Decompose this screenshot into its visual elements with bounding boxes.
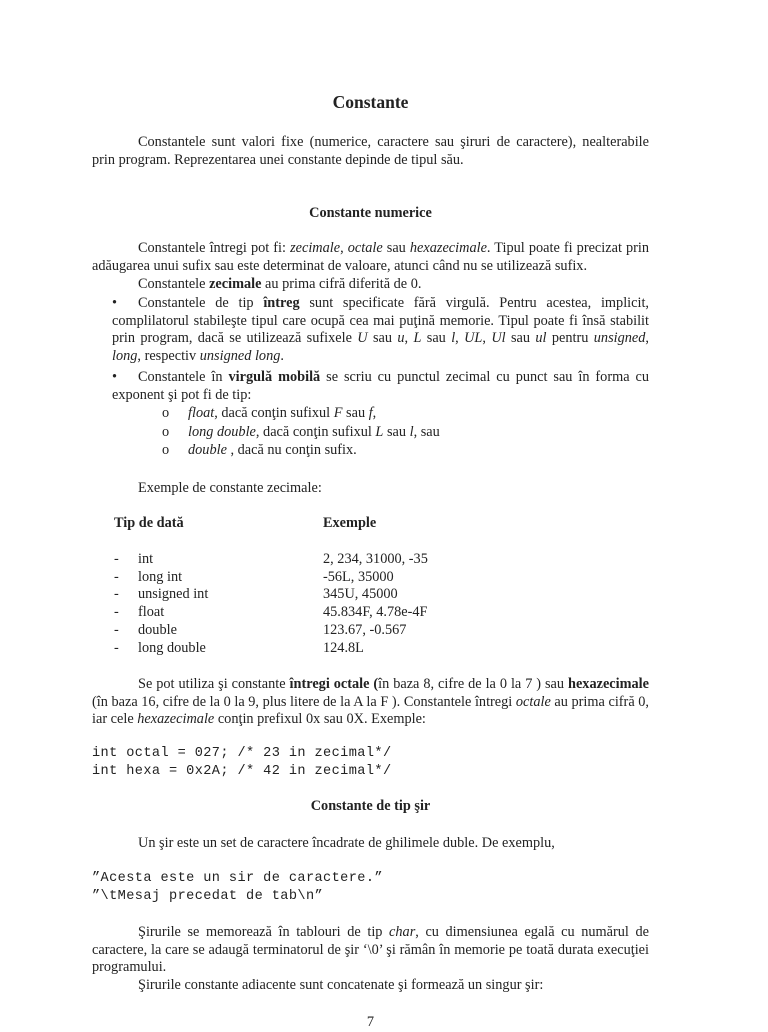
bullet-text: Constantele de tip întreg sunt specificate fără virgulă. Pentru acestea, implicit, complilatorul stabileşte tipul care ocupă cea mai puţină memorie. Tipul poate fi însă stabilit prin program, dacă se utilizează sufixele U sau u, L sau l, UL, Ul sau ul pentru unsigned, long, respectiv unsigned long. [112,295,650,364]
bullet-floating-point [112,369,649,404]
section-heading-numeric: Constante numerice [309,205,432,221]
table-row: - unsigned int 345U, 45000 [114,586,398,602]
examples-intro: Exemple de constante zecimale: [138,480,322,496]
table-row: - long int -56L, 35000 [114,569,394,585]
sub-item-text: long double, dacă conţin sufixul L sau l, sau [188,424,440,440]
paragraph-decimal-constants: Constantele zecimale au prima cifră diferită de 0. [138,276,422,292]
circle-bullet-icon: o [162,442,170,458]
code-line: ”Acesta este un sir de caractere.” [92,871,383,886]
paragraph-string-memory: Şirurile se memorează în tablouri de tip char, cu dimensiunea egală cu numărul de caractere, la care se adaugă terminatorul de şir ‘\0’ şi rămân în memorie pe toată durata execuţiei programului. [92,924,649,976]
paragraph-string-concat: Şirurile constante adiacente sunt concatenate şi formează un singur şir: [138,977,544,993]
sub-item-text: double , dacă nu conţin sufix. [188,442,357,458]
page-title: Constante [332,92,409,112]
circle-bullet-icon: o [162,424,170,440]
intro-paragraph: Constantele sunt valori fixe (numerice, caractere sau şiruri de caractere), nealterabile prin program. Reprezentarea unei constante depinde de tipul său. [92,134,649,168]
code-line: int octal = 027; /* 23 in zecimal*/ [92,746,392,761]
page-number: 7 [366,1014,375,1030]
paragraph-integer-constants: Constantele întregi pot fi: zecimale, octale sau hexazecimale. Tipul poate fi precizat prin adăugarea unui sufix sau este determinat de valoare, atunci când nu se utilizează sufix. [92,240,650,274]
table-row: - long double 124.8L [114,640,364,656]
circle-bullet-icon: o [162,405,170,421]
table-header-type: Tip de dată [114,515,184,531]
sub-item-text: float, dacă conţin sufixul F sau f, [188,405,377,421]
bullet-text: Constantele în virgulă mobilă se scriu cu punctul zecimal cu punct sau în forma cu exponent şi pot fi de tip: [112,369,649,403]
table-row: - int 2, 234, 31000, -35 [114,551,428,567]
section-heading-string: Constante de tip şir [310,798,431,814]
code-line: int hexa = 0x2A; /* 42 in zecimal*/ [92,764,392,779]
table-row: - float 45.834F, 4.78e-4F [114,604,428,620]
paragraph-string-definition: Un şir este un set de caractere încadrate de ghilimele duble. De exemplu, [138,835,555,851]
table-row: - double 123.67, -0.567 [114,622,407,638]
bullet-icon: • [112,295,118,311]
table-header-examples: Exemple [323,515,377,531]
bullet-icon: • [112,369,118,385]
paragraph-octal-hex: Se pot utiliza şi constante întregi octale (în baza 8, cifre de la 0 la 7 ) sau hexazecimale (în baza 16, cifre de la 0 la 9, plus litere de la A la F ). Constantele întregi octale au prima cifră 0, iar cele hexazecimale conţin prefixul 0x sau 0X. Exemple: [92,676,649,728]
code-line: ”\tMesaj precedat de tab\n” [92,889,324,904]
bullet-integer-type [112,295,649,365]
